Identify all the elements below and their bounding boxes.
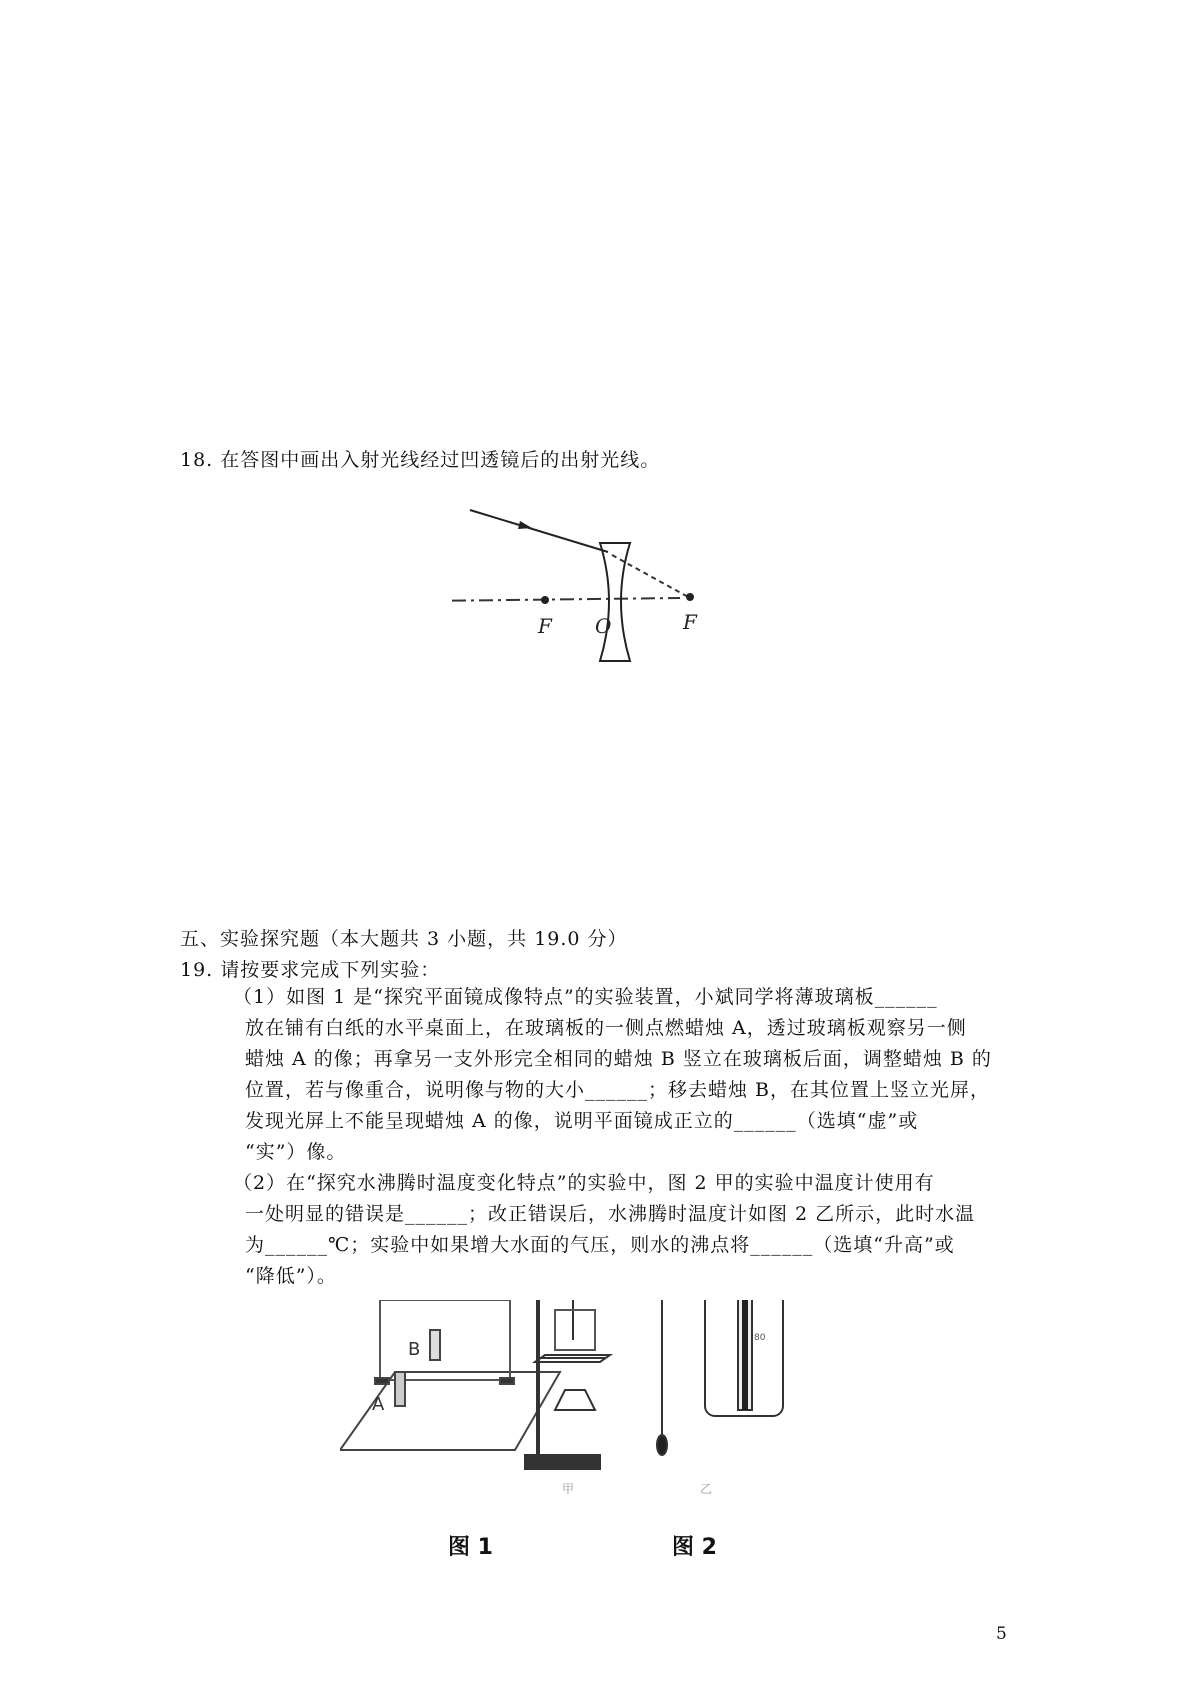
question-19-part-1	[233, 982, 1015, 1168]
figure-2-yi-label: 乙	[700, 1482, 713, 1496]
ray-arrow	[518, 521, 532, 529]
optical-center-label: O	[595, 614, 612, 638]
question-19-stem: 19. 请按要求完成下列实验：	[180, 959, 441, 981]
plate-stand-left	[375, 1378, 389, 1384]
text-line: 一处明显的错误是______；改正错误后，水沸腾时温度计如图 2 乙所示，此时水温	[245, 1203, 976, 1225]
concave-lens	[600, 543, 630, 661]
figure-2-thermometer	[657, 1300, 783, 1455]
text-line: （2）在“探究水沸腾时温度变化特点”的实验中，图 2 甲的实验中温度计使用有	[233, 1172, 935, 1194]
candle-b	[430, 1330, 440, 1360]
glass-plate	[380, 1300, 510, 1380]
text-line: 为______℃；实验中如果增大水面的气压，则水的沸点将______（选填“升高”或	[245, 1234, 955, 1256]
candle-a-label: A	[372, 1394, 385, 1415]
thermo-tick-80: 80	[754, 1333, 766, 1343]
text-line: 蜡烛 A 的像；再拿另一支外形完全相同的蜡烛 B 竖立在玻璃板后面，调整蜡烛 B 的	[245, 1048, 992, 1070]
text-line: “降低”）。	[245, 1265, 337, 1287]
figure-1-mirror-setup	[340, 1300, 560, 1450]
text-line: （1）如图 1 是“探究平面镜成像特点”的实验装置，小斌同学将薄玻璃板______	[233, 986, 938, 1008]
question-19-part-2	[233, 1168, 1015, 1292]
focus-right-point	[686, 593, 694, 601]
text-line: 放在铺有白纸的水平桌面上，在玻璃板的一侧点燃蜡烛 A，透过玻璃板观察另一侧	[245, 1017, 967, 1039]
incident-ray	[470, 510, 608, 552]
page-number: 5	[996, 1624, 1007, 1644]
stand-base	[525, 1455, 600, 1469]
figure-1-caption: 图 1	[448, 1535, 493, 1560]
figure-2-jia-label: 甲	[562, 1482, 575, 1496]
text-line: 发现光屏上不能呈现蜡烛 A 的像，说明平面镜成正立的______（选填“虚”或	[245, 1110, 919, 1132]
principal-axis	[450, 598, 680, 601]
question-18: 18. 在答图中画出入射光线经过凹透镜后的出射光线。	[180, 449, 661, 471]
concave-lens-diagram	[450, 495, 750, 705]
alcohol-lamp	[555, 1390, 595, 1410]
figure-2-caption: 图 2	[672, 1535, 717, 1560]
candle-a	[395, 1372, 405, 1406]
thermometer-bulb	[657, 1435, 667, 1455]
focus-right-label: F	[683, 610, 697, 634]
text-line: 位置，若与像重合，说明像与物的大小______；移去蜡烛 B，在其位置上竖立光屏，	[245, 1079, 991, 1101]
text-line: “实”）像。	[245, 1141, 347, 1163]
focus-left-label: F	[538, 614, 552, 638]
plate-stand-right	[500, 1378, 514, 1384]
figure-2-boiling-apparatus	[525, 1300, 610, 1469]
focus-left-point	[541, 596, 549, 604]
beaker	[555, 1310, 595, 1350]
experiment-figures	[340, 1300, 900, 1560]
ray-extension	[612, 555, 690, 598]
mercury-column	[742, 1300, 748, 1410]
section-title: 五、实验探究题（本大题共 3 小题，共 19.0 分）	[180, 928, 628, 950]
candle-b-label: B	[408, 1339, 421, 1360]
